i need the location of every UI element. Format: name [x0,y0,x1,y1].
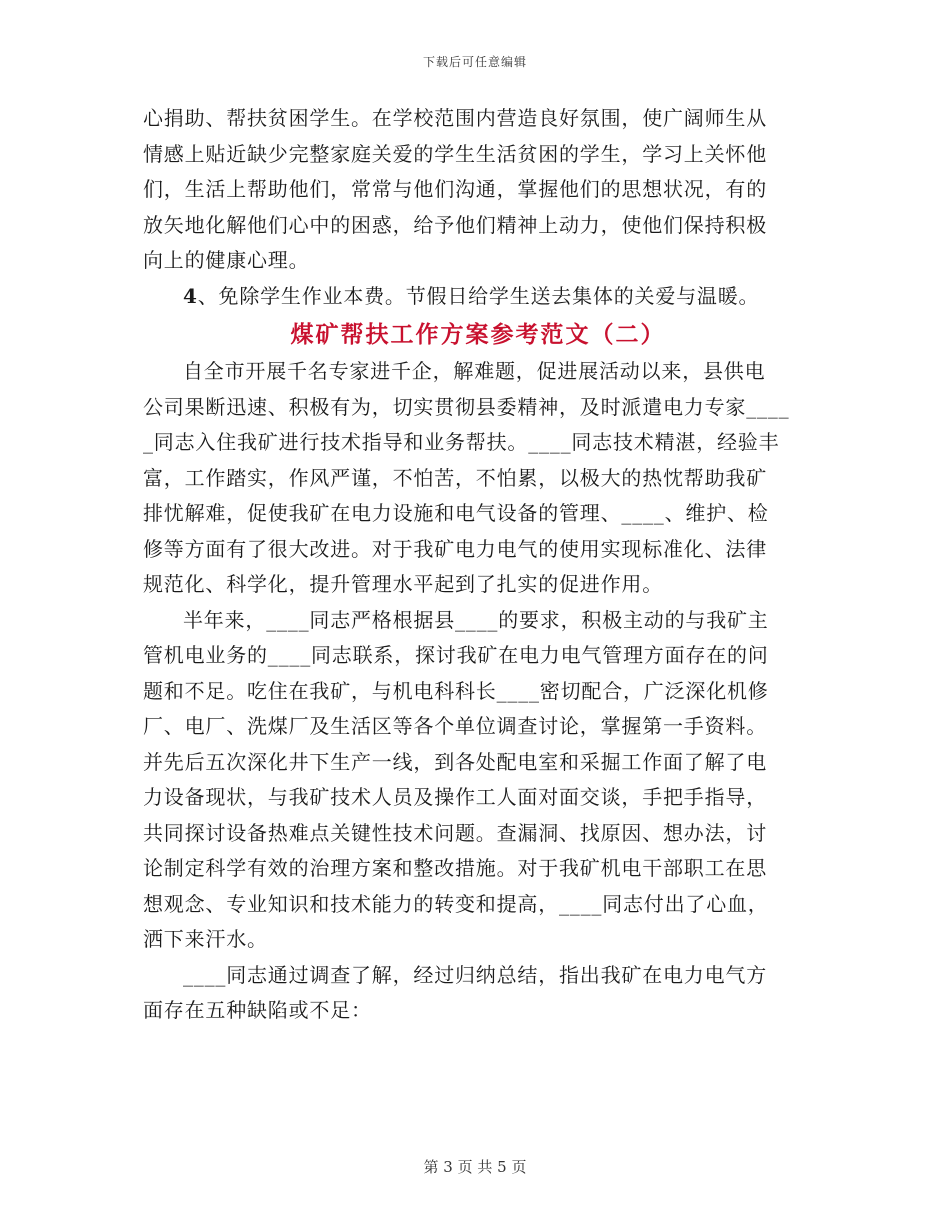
text-line: 洒下来汗水。 [143,927,268,951]
text-line: ____同志通过调查了解，经过归纳总结，指出我矿在电力电气方 [183,962,767,987]
text-line: 向上的健康心理。 [143,248,310,272]
text-line: 面存在五种缺陷或不足： [143,998,372,1022]
text-line: 自全市开展千名专家进千企，解难题，促进展活动以来，县供电 [183,359,766,383]
text-line: 放矢地化解他们心中的困惑，给予他们精神上动力，使他们保持积极 [143,212,767,237]
text-line: 心捐助、帮扶贫困学生。在学校范围内营造良好氛围，使广阔师生从 [143,106,767,130]
text-line: 们，生活上帮助他们，常常与他们沟通，掌握他们的思想状况，有的 [143,177,767,201]
text-line [143,279,813,315]
item-text: 、免除学生作业本费。节假日给学生送去集体的关爱与温暖。 [197,283,760,308]
text-line: 力设备现状，与我矿技术人员及操作工人面对面交谈，手把手指导， [143,785,767,809]
paragraph-findings [143,958,813,1029]
text-line: 规范化、科学化，提升管理水平起到了扎实的促进作用。 [143,572,663,596]
text-line: 排忧解难，促使我矿在电力设施和电气设备的管理、____、维护、检 [143,501,769,525]
text-line: 情感上贴近缺少完整家庭关爱的学生生活贫困的学生，学习上关怀他 [143,141,767,166]
page-footer: 第 3 页 共 5 页 [423,1158,527,1176]
text-line: 半年来，____同志严格根据县____的要求，积极主动的与我矿主 [183,607,769,632]
item-number: 4 [183,283,198,308]
text-line: 公司果断迅速、积极有为，切实贯彻县委精神，及时派遣电力专家____ [143,394,790,419]
text-line: 并先后五次深化井下生产一线，到各处配电室和采掘工作面了解了电 [143,749,767,774]
paragraph-half-year [143,603,813,958]
text-line: 论制定科学有效的治理方案和整改措施。对于我矿机电干部职工在思 [143,856,767,880]
section-title: 煤矿帮扶工作方案参考范文（二） [290,321,666,348]
text-line: 富，工作踏实，作风严谨，不怕苦，不怕累，以极大的热忱帮助我矿 [143,465,767,490]
page-header: 下载后可任意编辑 [422,55,527,69]
text-line: 管机电业务的____同志联系，探讨我矿在电力电气管理方面存在的问 [143,643,769,667]
document-body [143,101,813,1029]
text-line: _同志入住我矿进行技术指导和业务帮扶。____同志技术精湛，经验丰 [143,430,780,454]
text-line: 修等方面有了很大改进。对于我矿电力电气的使用实现标准化、法律 [143,536,767,561]
text-line: 题和不足。吃住在我矿，与机电科科长____密切配合，广泛深化机修 [143,678,769,703]
text-line: 共同探讨设备热难点关键性技术问题。查漏洞、找原因、想办法，讨 [143,820,767,845]
text-line: 厂、电厂、洗煤厂及生活区等各个单位调查讨论，掌握第一手资料。 [143,714,767,738]
list-item-4 [143,279,813,315]
paragraph-continuation [143,101,813,279]
paragraph-intro [143,354,813,603]
text-line: 想观念、专业知识和技术能力的转变和提高，____同志付出了心血， [143,891,769,916]
